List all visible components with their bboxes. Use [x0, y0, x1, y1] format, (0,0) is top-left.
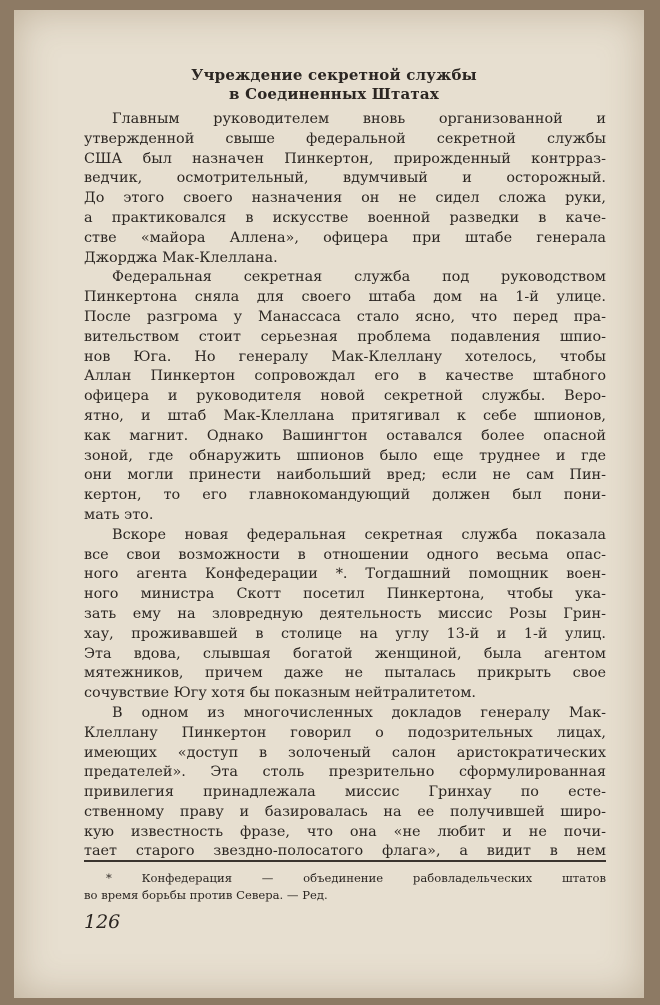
paragraph-1: [84, 110, 606, 268]
footnote: [84, 870, 606, 904]
text-line: вительством стоит серьезная проблема подавления шпио-: [84, 328, 606, 345]
text-line: они могли принести наибольший вред; если не сам Пин-: [84, 467, 606, 484]
text-line: кертон, то его главнокомандующий должен был пони-: [84, 487, 606, 504]
text-line: ятно, и штаб Мак-Клеллана притягивал к себе шпионов,: [84, 407, 606, 424]
text-line: В одном из многочисленных докладов генералу Мак-: [112, 704, 606, 721]
text-line: мятежников, причем даже не пыталась прикрыть свое: [84, 665, 606, 682]
text-line: стве «майора Аллена», офицера при штабе генерала: [84, 229, 606, 246]
text-line: зоной, где обнаружить шпионов было еще труднее и где: [84, 447, 606, 464]
text-line: ного министра Скотт посетил Пинкертона, чтобы ука-: [84, 586, 606, 603]
text-line: хау, проживавшей в столице на углу 13-й и 1-й улиц.: [84, 625, 606, 642]
text-line: США был назначен Пинкертон, прирожденный контрраз-: [84, 150, 606, 167]
text-line: предателей». Эта столь презрительно сформулированная: [84, 764, 606, 781]
text-line: После разгрома у Манассаса стало ясно, что перед пра-: [84, 308, 606, 325]
paragraph-3: [84, 526, 606, 704]
text-line: ведчик, осмотрительный, вдумчивый и осторожный.: [84, 170, 606, 187]
text-line: а практиковался в искусстве военной разведки в каче-: [84, 209, 606, 226]
text-line: До этого своего назначения он не сидел сложа руки,: [84, 190, 606, 207]
text-line: кую известность фразе, что она «не любит и не почи-: [84, 823, 606, 840]
text-line: Вскоре новая федеральная секретная служба показала: [112, 526, 606, 543]
text-line: имеющих «доступ в золоченый салон аристократических: [84, 744, 606, 761]
body-text: [84, 110, 606, 862]
footnote-divider: [84, 860, 606, 862]
heading-line-1: Учреждение секретной службы: [191, 66, 477, 84]
text-line: утвержденной свыше федеральной секретной службы: [84, 130, 606, 147]
heading-line-2: в Соединенных Штатах: [229, 85, 439, 103]
paragraph-4: [84, 704, 606, 862]
text-line: как магнит. Однако Вашингтон оставался более опасной: [84, 427, 606, 444]
text-line: сочувствие Югу хотя бы показным нейтралитетом.: [84, 685, 476, 702]
text-line: ного агента Конфедерации *. Тогдашний помощник воен-: [84, 566, 606, 583]
text-line: Эта вдова, слывшая богатой женщиной, была агентом: [84, 645, 606, 662]
text-line: Аллан Пинкертон сопровождал его в качестве штабного: [84, 368, 606, 385]
text-line: тает старого звездно-полосатого флага», а видит в нем: [84, 843, 606, 860]
text-line: ственному праву и базировалась на ее получившей широ-: [84, 803, 606, 820]
paragraph-2: [84, 268, 606, 525]
text-line: зать ему на зловредную деятельность миссис Розы Грин-: [84, 605, 606, 622]
section-heading: [74, 66, 594, 104]
text-line: Федеральная секретная служба под руководством: [112, 269, 606, 286]
text-line: привилегия принадлежала миссис Гринхау по есте-: [84, 784, 606, 801]
text-line: все свои возможности в отношении одного весьма опас-: [84, 546, 606, 563]
text-line: Джорджа Мак-Клеллана.: [84, 249, 278, 266]
footnote-line: во время борьбы против Севера. — Ред.: [84, 888, 328, 902]
text-line: офицера и руководителя новой секретной службы. Веро-: [84, 388, 606, 405]
footnote-line: * Конфедерация — объединение рабовладельческих штатов: [106, 871, 606, 885]
text-line: Пинкертона сняла для своего штаба дом на 1-й улице.: [84, 289, 606, 306]
page-number: 126: [84, 911, 121, 933]
text-line: мать это.: [84, 506, 154, 523]
text-line: Клеллану Пинкертон говорил о подозрительных лицах,: [84, 724, 606, 741]
text-line: Главным руководителем вновь организованной и: [112, 111, 606, 127]
text-line: нов Юга. Но генералу Мак-Клеллану хотелось, чтобы: [84, 348, 606, 365]
book-page: [14, 10, 644, 998]
